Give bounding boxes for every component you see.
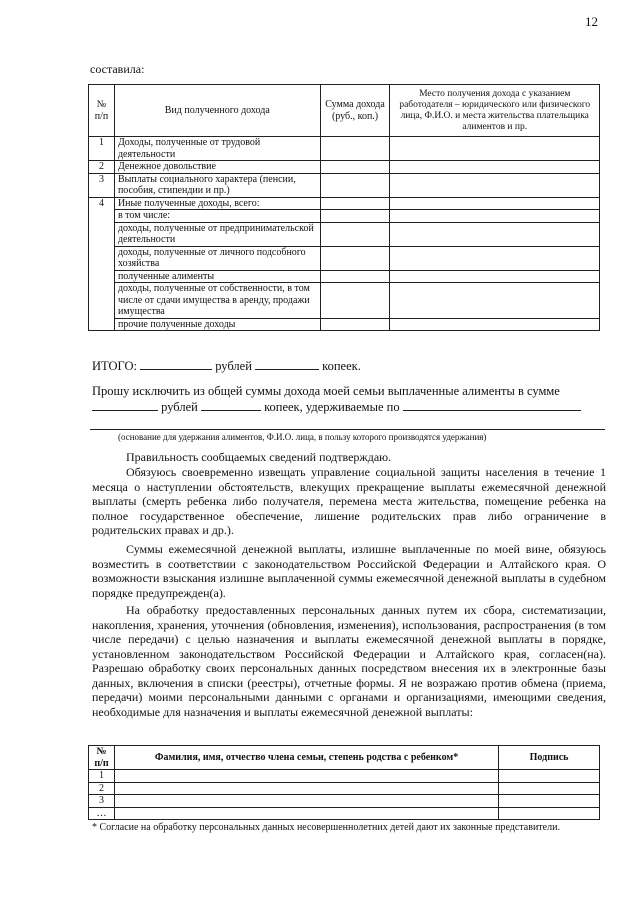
table-row — [89, 283, 600, 319]
table-row — [89, 807, 600, 820]
paragraph-obligation: Обязуюсь своевременно извещать управление социальной защиты населения в течение 1 месяца о наступлении обстоятельств, влекущих прекращение выплаты ежемесячной денежной выплаты (смерть ребенка либо получателя, перемена места жительства, помещение ребенка на полное государственное обеспечение, лишение родительских прав либо ограничение в родительских правах и др.). — [92, 465, 606, 537]
basis-note: (основание для удержания алиментов, Ф.И.О. лица, в пользу которого производятся удержания) — [118, 432, 487, 442]
sum-cell[interactable] — [320, 222, 390, 246]
header-family-name: Фамилия, имя, отчество члена семьи, степень родства с ребенком* — [114, 746, 498, 770]
row-num: 3 — [89, 795, 115, 808]
signature-cell[interactable] — [499, 807, 600, 820]
header-income-place: Место получения дохода с указанием работодателя – юридического или физического лица, Ф.И.О. и места жительства плательщика алиментов и пр. — [390, 85, 600, 137]
row-num: 2 — [89, 161, 115, 174]
row-label: Доходы, полученные от трудовой деятельности — [114, 137, 320, 161]
row-num: 1 — [89, 770, 115, 783]
total-line — [92, 358, 361, 374]
row-num: 4 — [89, 197, 115, 331]
table-row — [89, 795, 600, 808]
request-rub-field[interactable] — [92, 399, 158, 411]
sum-cell[interactable] — [320, 283, 390, 319]
paragraph-consent: На обработку предоставленных персональных данных путем их сбора, систематизации, накопления, хранения, уточнения (обновления, изменения), использования, распространения (в том числе передачи) с целью назначения и выплаты ежемесячной денежной выплаты в порядке, установленном законодательством Российской Федерации и Алтайского края, согласен(на). Разрешаю обработку своих персональных данных посредством внесения их в электронные базы данных, включения в списки (реестры), отчетные формы. Я не возражаю против обмена (приема, передачи) моими персональными данными с органами и организациями, имеющими сведения, необходимые для назначения и выплаты ежемесячной денежной выплаты: — [92, 603, 606, 719]
table-row — [89, 782, 600, 795]
place-cell[interactable] — [390, 173, 600, 197]
total-rub-label: рублей — [215, 359, 252, 373]
paragraph-confirm: Правильность сообщаемых сведений подтверждаю. — [126, 450, 392, 464]
total-label: ИТОГО: — [92, 359, 137, 373]
sum-cell[interactable] — [320, 137, 390, 161]
place-cell[interactable] — [390, 137, 600, 161]
place-cell[interactable] — [390, 161, 600, 174]
total-rub-field[interactable] — [140, 358, 212, 370]
row-label: прочие полученные доходы — [114, 318, 320, 331]
family-name-cell[interactable] — [114, 795, 498, 808]
family-table — [88, 745, 600, 820]
table-row — [89, 173, 600, 197]
place-cell[interactable] — [390, 197, 600, 210]
table-row — [89, 137, 600, 161]
sum-cell[interactable] — [320, 318, 390, 331]
row-num: … — [89, 807, 115, 820]
sum-cell[interactable] — [320, 210, 390, 223]
header-income-type: Вид полученного дохода — [114, 85, 320, 137]
row-label: Денежное довольствие — [114, 161, 320, 174]
sum-cell[interactable] — [320, 161, 390, 174]
footnote: * Согласие на обработку персональных данных несовершеннолетних детей дают их законные представители. — [92, 822, 560, 833]
alimony-request — [92, 384, 607, 415]
request-basis-field[interactable] — [403, 399, 581, 411]
sum-cell[interactable] — [320, 246, 390, 270]
request-kop-label: копеек, удерживаемые по — [264, 400, 400, 414]
row-label: в том числе: — [114, 210, 320, 223]
header-signature: Подпись — [499, 746, 600, 770]
row-num: 2 — [89, 782, 115, 795]
row-label: полученные алименты — [114, 270, 320, 283]
header-num: № п/п — [89, 85, 115, 137]
table-row — [89, 222, 600, 246]
header-num: № п/п — [89, 746, 115, 770]
header-income-sum: Сумма дохода (руб., коп.) — [320, 85, 390, 137]
place-cell[interactable] — [390, 222, 600, 246]
request-kop-field[interactable] — [201, 399, 261, 411]
basis-line[interactable] — [90, 429, 605, 430]
row-label: доходы, полученные от предпринимательской деятельности — [114, 222, 320, 246]
income-table — [88, 84, 600, 331]
sum-cell[interactable] — [320, 173, 390, 197]
sum-cell[interactable] — [320, 197, 390, 210]
table-row — [89, 197, 600, 210]
request-rub-label: рублей — [161, 400, 198, 414]
signature-cell[interactable] — [499, 782, 600, 795]
row-label: Иные полученные доходы, всего: — [114, 197, 320, 210]
row-num: 3 — [89, 173, 115, 197]
family-name-cell[interactable] — [114, 782, 498, 795]
family-name-cell[interactable] — [114, 807, 498, 820]
table-row — [89, 318, 600, 331]
signature-cell[interactable] — [499, 770, 600, 783]
table-row — [89, 161, 600, 174]
intro-text: составила: — [90, 62, 145, 76]
sum-cell[interactable] — [320, 270, 390, 283]
place-cell[interactable] — [390, 270, 600, 283]
page-number: 12 — [585, 14, 598, 29]
place-cell[interactable] — [390, 210, 600, 223]
table-row — [89, 210, 600, 223]
table-row — [89, 246, 600, 270]
table-row — [89, 770, 600, 783]
request-text: Прошу исключить из общей суммы дохода моей семьи выплаченные алименты в сумме — [92, 384, 560, 398]
signature-cell[interactable] — [499, 795, 600, 808]
total-kop-field[interactable] — [255, 358, 319, 370]
total-kop-label: копеек. — [322, 359, 361, 373]
table-row — [89, 270, 600, 283]
family-name-cell[interactable] — [114, 770, 498, 783]
place-cell[interactable] — [390, 246, 600, 270]
place-cell[interactable] — [390, 318, 600, 331]
row-label: доходы, полученные от собственности, в том числе от сдачи имущества в аренду, продажи имущества — [114, 283, 320, 319]
place-cell[interactable] — [390, 283, 600, 319]
row-label: Выплаты социального характера (пенсии, пособия, стипендии и пр.) — [114, 173, 320, 197]
row-label: доходы, полученные от личного подсобного хозяйства — [114, 246, 320, 270]
row-num: 1 — [89, 137, 115, 161]
paragraph-refund: Суммы ежемесячной денежной выплаты, излишне выплаченные по моей вине, обязуюсь возместить в соответствии с законодательством Российской Федерации и Алтайского края. О возможности взыскания излишне выплаченной суммы ежемесячной денежной выплаты в судебном порядке предупрежден(а). — [92, 542, 606, 600]
